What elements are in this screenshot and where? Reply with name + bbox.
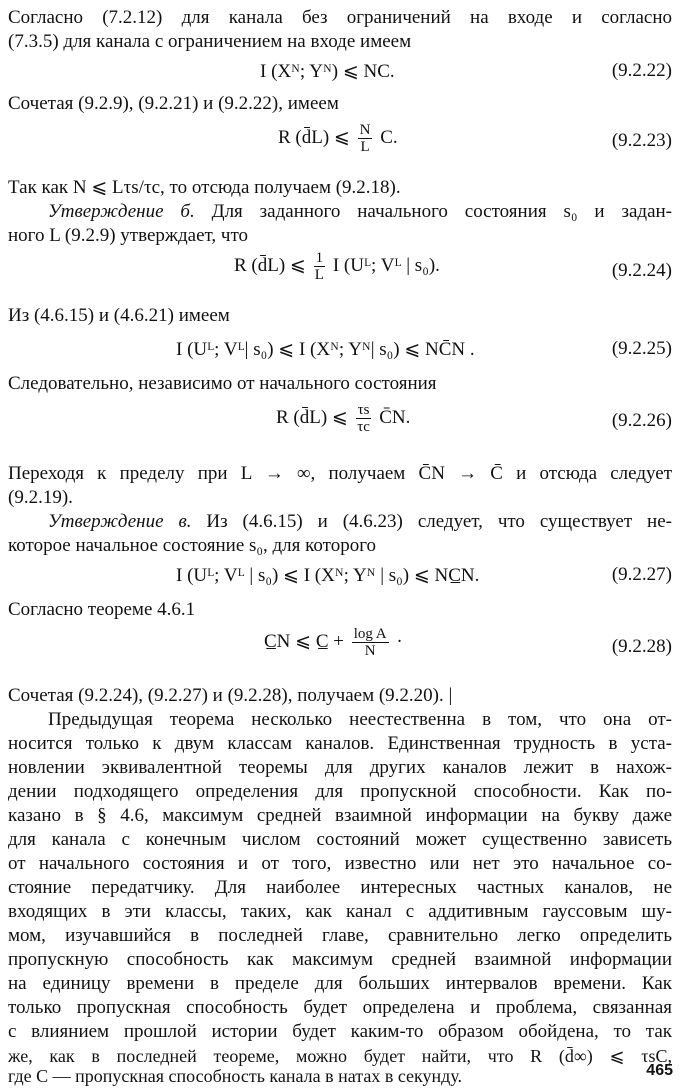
text-line: Утверждение в. Из (4.6.15) и (4.6.23) следует, что существует не- <box>48 511 672 532</box>
statement-heading: Утверждение б. <box>48 201 195 222</box>
paragraph-line: казано в § 4.6, максимум средней взаимной информации на букву даже <box>8 805 672 826</box>
text-line: (7.3.5) для канала с ограничением на входе имеем <box>8 31 412 52</box>
equation-number: (9.2.27) <box>611 564 672 585</box>
fraction <box>356 402 372 435</box>
text-line: Сочетая (9.2.9), (9.2.21) и (9.2.22), имеем <box>8 93 339 114</box>
fraction <box>358 122 373 155</box>
paragraph-line: входящих в эти классы, таких, как канал с аддитивным гауссовым шу- <box>8 901 672 922</box>
paragraph-line: где C — пропускная способность канала в натах в секунду. <box>8 1066 463 1086</box>
equation-lhs: R (d̄L) ⩽ <box>276 406 348 428</box>
equation-rhs: C. <box>380 126 398 148</box>
text-line: ного L (9.2.9) утверждает, что <box>8 225 249 246</box>
paragraph-line: только пропускная способность будет определена и проблема, связанная <box>8 997 672 1018</box>
text-line: Утверждение б. Для заданного начального состояния s₀ и задан- <box>48 201 672 222</box>
equation-rhs: · <box>396 630 403 652</box>
equation-number: (9.2.23) <box>611 130 672 151</box>
paragraph-line: от начального состояния и от того, известно или нет это начальное со- <box>8 853 672 874</box>
fraction-denominator: N <box>364 643 376 659</box>
paragraph-line: на единицу времени в пределе для больших интервалов времени. Как <box>8 973 672 994</box>
paragraph-line: новлении эквивалентной теоремы для других каналов лежит в нахож- <box>8 757 672 778</box>
equation-number: (9.2.22) <box>611 60 672 81</box>
text-line: Согласно теореме 4.6.1 <box>8 599 196 620</box>
fraction <box>352 626 389 659</box>
equation-rhs: C̄N. <box>379 406 411 428</box>
statement-heading: Утверждение в. <box>48 511 192 532</box>
equation-9-2-25 <box>8 330 672 370</box>
equation-9-2-26 <box>8 398 672 452</box>
equation-9-2-28 <box>8 622 672 678</box>
fraction <box>314 250 326 283</box>
text-line: Из (4.6.15) и (4.6.21) имеем <box>8 305 230 326</box>
text-line: Так как N ⩽ Lτs/τc, то отсюда получаем (9.2.18). <box>8 177 401 198</box>
paragraph-line: дении подходящего определения для пропускной способности. Как по- <box>8 781 672 802</box>
paragraph-line: с влиянием прошлой истории будет каким-то образом обойдена, то так <box>8 1021 672 1042</box>
equation-lhs: R (d̄L) ⩽ <box>278 126 350 148</box>
text-line: Согласно (7.2.12) для канала без ограничений на входе и согласно <box>8 7 672 28</box>
paragraph-line: пропускную способность как максимум средней взаимной информации <box>8 949 672 970</box>
equation-lhs: C̲N ⩽ C̲ + <box>264 630 344 652</box>
fraction-denominator: L <box>360 139 370 155</box>
equation-9-2-23 <box>8 118 672 174</box>
equation-9-2-22 <box>8 52 672 92</box>
equation-number: (9.2.24) <box>611 260 672 281</box>
equation-formula: I (Xᴺ; Yᴺ) ⩽ NC. <box>260 61 395 82</box>
text-line: Сочетая (9.2.24), (9.2.27) и (9.2.28), получаем (9.2.20). | <box>8 685 453 706</box>
fraction-denominator: τc <box>357 419 370 435</box>
paragraph-line: мом, изучавшийся в последней главе, сравнительно легко определить <box>8 925 672 946</box>
fraction-numerator: N <box>359 122 371 138</box>
text-line: которое начальное состояние s₀, для которого <box>8 535 377 556</box>
paragraph-line: носится только к двум классам каналов. Единственная трудность в уста- <box>8 733 672 754</box>
fraction-denominator: L <box>314 267 324 283</box>
paragraph-line: стояние передатчику. Для наиболее интересных частных каналов, не <box>8 877 672 898</box>
fraction-numerator: τs <box>357 402 370 418</box>
equation-number: (9.2.25) <box>611 338 672 359</box>
text-line: (9.2.19). <box>8 487 73 508</box>
equation-lhs: R (d̄L) ⩽ <box>234 254 306 276</box>
equation-9-2-27 <box>8 556 672 596</box>
equation-rhs: I (Uᴸ; Vᴸ | s₀). <box>332 254 440 276</box>
text-line: Переходя к пределу при L → ∞, получаем C̄N → C̄ и отсюда следует <box>8 463 672 484</box>
equation-formula: I (Uᴸ; Vᴸ| s₀) ⩽ I (Xᴺ; Yᴺ| s₀) ⩽ NC̄N . <box>176 339 475 360</box>
fraction-numerator: 1 <box>315 250 324 266</box>
equation-number: (9.2.28) <box>611 636 672 657</box>
equation-9-2-24 <box>8 248 672 298</box>
equation-formula: I (Uᴸ; Vᴸ | s₀) ⩽ I (Xᴺ; Yᴺ | s₀) ⩽ NC̲N. <box>176 565 480 586</box>
fraction-numerator: log A <box>353 626 387 642</box>
paragraph-line: Предыдущая теорема несколько неестественна в том, что она от- <box>48 709 672 730</box>
equation-number: (9.2.26) <box>611 410 672 431</box>
paragraph-line: же, как в последней теореме, можно будет найти, что R (d̄∞) ⩽ τsC, <box>8 1046 672 1066</box>
paragraph-line: для канала с конечным числом состояний может существенно зависеть <box>8 829 672 850</box>
page-number: 465 <box>646 1062 673 1079</box>
text-line: Следовательно, независимо от начального состояния <box>8 373 437 394</box>
